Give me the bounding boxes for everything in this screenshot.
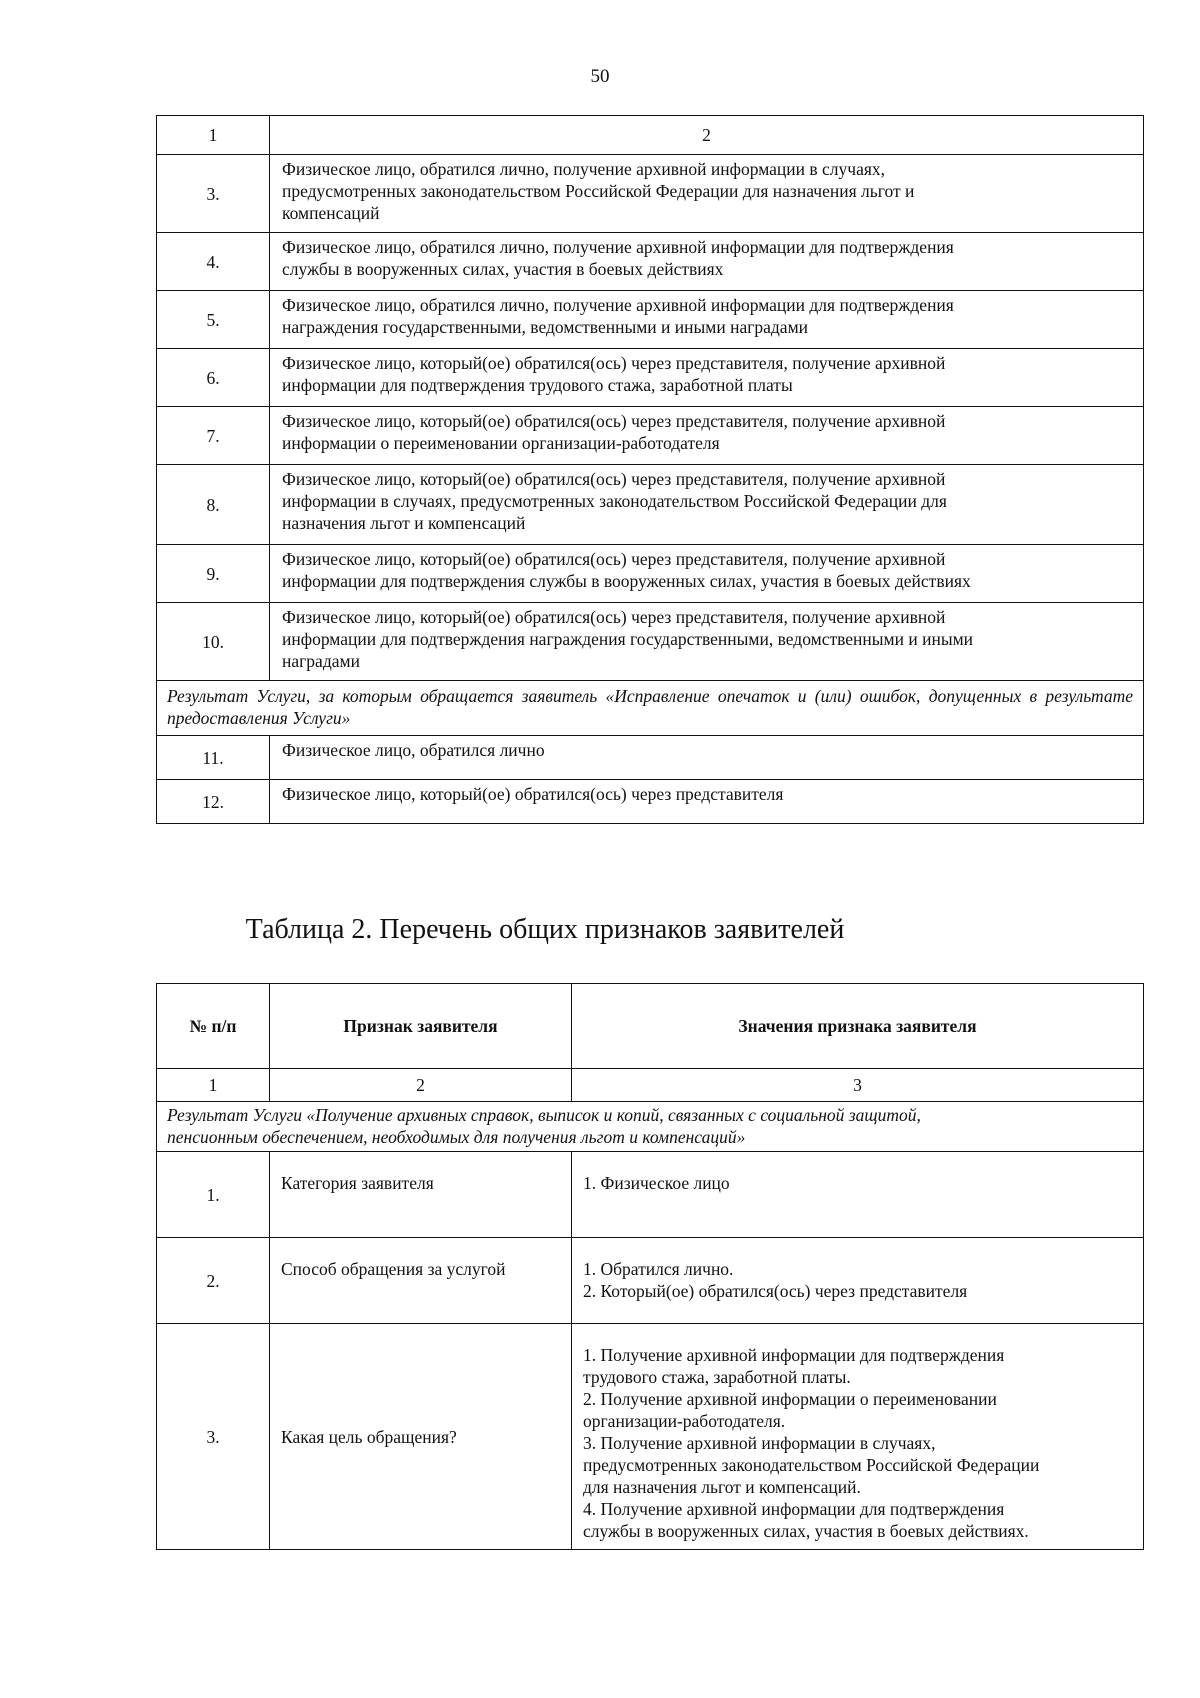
description-line: информации о переименовании организации-работодателя: [282, 433, 720, 453]
value-line: предусмотренных законодательством Российской Федерации: [583, 1455, 1040, 1475]
value-line: 1. Физическое лицо: [583, 1173, 730, 1193]
table-row: [157, 603, 1144, 681]
description-line: предусмотренных законодательством Российской Федерации для назначения льгот и: [282, 181, 915, 201]
row-description: [270, 603, 1144, 681]
description-line: информации для подтверждения трудового стажа, заработной платы: [282, 375, 793, 395]
applicant-features-table: [156, 983, 1144, 1550]
table-rows: [157, 1152, 1144, 1550]
table-row: [157, 291, 1144, 349]
row-number: 9.: [157, 545, 270, 603]
description-line: Физическое лицо, который(ое) обратился(ось) через представителя, получение архивной: [282, 353, 946, 373]
description-line: информации для подтверждения награждения государственными, ведомственными и иными: [282, 629, 974, 649]
value-line: для назначения льгот и компенсаций.: [583, 1477, 861, 1497]
table-row: [157, 780, 1144, 824]
description-line: Физическое лицо, который(ое) обратился(ось) через представителя: [282, 784, 784, 804]
column-number: 1: [157, 1069, 270, 1102]
row-description: [270, 780, 1144, 824]
feature-name: Какая цель обращения?: [270, 1324, 572, 1550]
value-line: организации-работодателя.: [583, 1411, 786, 1431]
description-line: Физическое лицо, который(ое) обратился(ось) через представителя, получение архивной: [282, 549, 946, 569]
row-description: [270, 465, 1144, 545]
row-number: 11.: [157, 736, 270, 780]
row-description: [270, 407, 1144, 465]
row-number: 5.: [157, 291, 270, 349]
description-line: информации для подтверждения службы в вооруженных силах, участия в боевых действиях: [282, 571, 971, 591]
description-line: Физическое лицо, обратился лично, получение архивной информации для подтверждения: [282, 295, 954, 315]
description-line: информации в случаях, предусмотренных законодательством Российской Федерации для: [282, 491, 947, 511]
row-description: [270, 349, 1144, 407]
row-number: 10.: [157, 603, 270, 681]
row-number: 6.: [157, 349, 270, 407]
section-line: пенсионным обеспечением, необходимых для получения льгот и компенсаций»: [167, 1127, 746, 1147]
value-line: 1. Получение архивной информации для подтверждения: [583, 1345, 1005, 1365]
row-number: 4.: [157, 233, 270, 291]
feature-values: [572, 1238, 1144, 1324]
section-line: Результат Услуги «Получение архивных справок, выписок и копий, связанных с социальной защитой,: [167, 1105, 921, 1125]
description-line: службы в вооруженных силах, участия в боевых действиях: [282, 259, 724, 279]
page-number: 50: [590, 66, 610, 87]
table-row: [157, 233, 1144, 291]
row-number: 7.: [157, 407, 270, 465]
value-line: 3. Получение архивной информации в случаях,: [583, 1433, 936, 1453]
table-rows: [157, 736, 1144, 824]
section-row: [157, 681, 1144, 736]
row-description: [270, 291, 1144, 349]
section-title: [157, 1102, 1144, 1152]
value-line: 1. Обратился лично.: [583, 1259, 734, 1279]
table-rows: [157, 155, 1144, 681]
row-number: 8.: [157, 465, 270, 545]
feature-values: [572, 1324, 1144, 1550]
row-number: 2.: [157, 1238, 270, 1324]
row-number: 12.: [157, 780, 270, 824]
table-row: [157, 1238, 1144, 1324]
column-number: 3: [572, 1069, 1144, 1102]
description-line: компенсаций: [282, 203, 380, 223]
description-line: Физическое лицо, который(ое) обратился(ось) через представителя, получение архивной: [282, 607, 946, 627]
table-row: [157, 1324, 1144, 1550]
table-header-row: [157, 984, 1144, 1069]
applicants-variants-table: [156, 115, 1144, 824]
row-number: 3.: [157, 155, 270, 233]
row-description: [270, 155, 1144, 233]
description-line: Физическое лицо, обратился лично: [282, 740, 545, 760]
row-description: [270, 545, 1144, 603]
table-row: [157, 349, 1144, 407]
description-line: награждения государственными, ведомственными и иными наградами: [282, 317, 809, 337]
column-header: № п/п: [157, 984, 270, 1069]
value-line: службы в вооруженных силах, участия в боевых действиях.: [583, 1521, 1029, 1541]
table-row: [157, 1152, 1144, 1238]
column-number-row: [157, 1069, 1144, 1102]
value-line: 4. Получение архивной информации для подтверждения: [583, 1499, 1005, 1519]
column-header: Значения признака заявителя: [572, 984, 1144, 1069]
row-description: [270, 736, 1144, 780]
row-number: 1.: [157, 1152, 270, 1238]
description-line: Физическое лицо, который(ое) обратился(ось) через представителя, получение архивной: [282, 469, 946, 489]
column-number: 1: [157, 116, 270, 155]
table-row: [157, 736, 1144, 780]
table-row: [157, 155, 1144, 233]
description-line: наградами: [282, 651, 360, 671]
description-line: Физическое лицо, который(ое) обратился(ось) через представителя, получение архивной: [282, 411, 946, 431]
table2-title: Таблица 2. Перечень общих признаков заявителей: [245, 914, 845, 945]
value-line: 2. Который(ое) обратился(ось) через представителя: [583, 1281, 968, 1301]
description-line: Физическое лицо, обратился лично, получение архивной информации в случаях,: [282, 159, 886, 179]
feature-name: Способ обращения за услугой: [270, 1238, 572, 1324]
column-number: 2: [270, 116, 1144, 155]
value-line: трудового стажа, заработной платы.: [583, 1367, 851, 1387]
table-row: [157, 545, 1144, 603]
column-header: Признак заявителя: [270, 984, 572, 1069]
section-row: [157, 1102, 1144, 1152]
table-row: [157, 407, 1144, 465]
description-line: назначения льгот и компенсаций: [282, 513, 526, 533]
row-description: [270, 233, 1144, 291]
description-line: Физическое лицо, обратился лично, получение архивной информации для подтверждения: [282, 237, 954, 257]
section-title: Результат Услуги, за которым обращается заявитель «Исправление опечаток и (или) ошибок, допущенных в результате предоставления Услуги»: [157, 681, 1144, 736]
table-row: [157, 465, 1144, 545]
feature-name: Категория заявителя: [270, 1152, 572, 1238]
column-number: 2: [270, 1069, 572, 1102]
table-header-row: [157, 116, 1144, 155]
value-line: 2. Получение архивной информации о переименовании: [583, 1389, 997, 1409]
feature-values: [572, 1152, 1144, 1238]
row-number: 3.: [157, 1324, 270, 1550]
